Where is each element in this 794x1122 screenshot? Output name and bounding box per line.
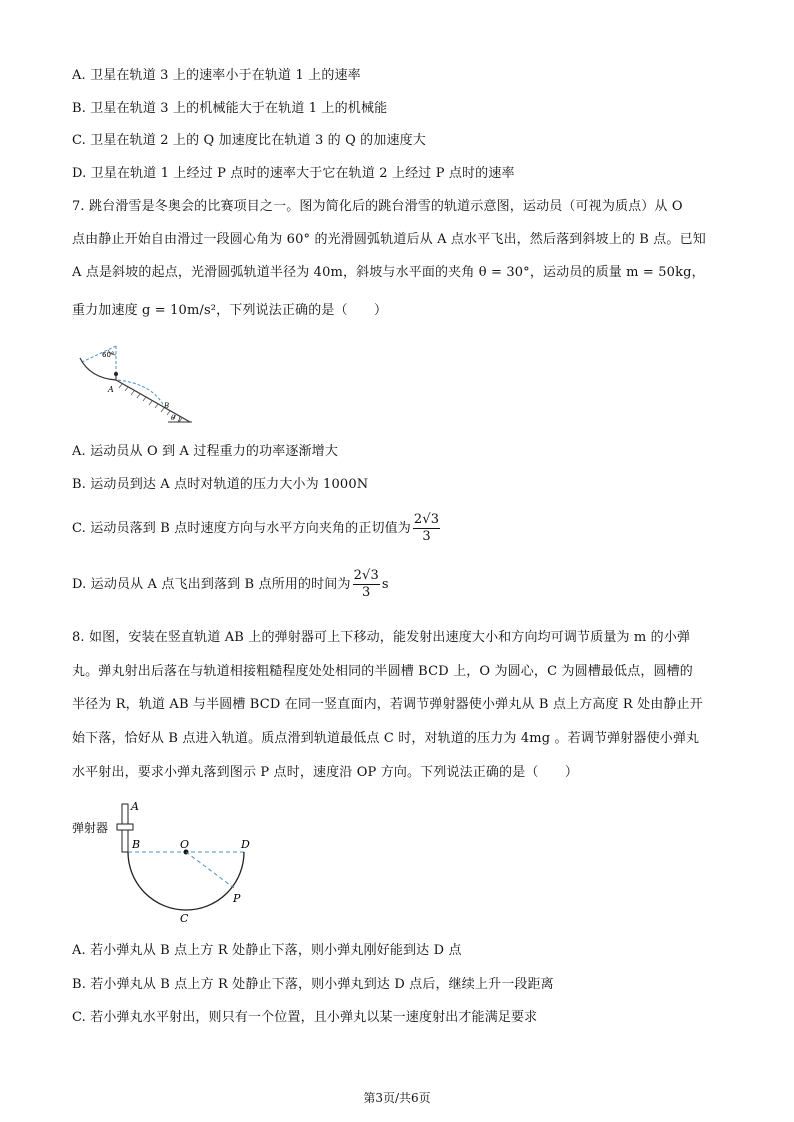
line-op bbox=[186, 852, 234, 888]
q6-option-c: C. 卫星在轨道 2 上的 Q 加速度比在轨道 3 的 Q 的加速度大 bbox=[72, 133, 426, 148]
q6-option-b: B. 卫星在轨道 3 上的机械能大于在轨道 1 上的机械能 bbox=[72, 101, 388, 116]
q7-option-c-text: C. 运动员落到 B 点时速度方向与水平方向夹角的正切值为 bbox=[72, 521, 411, 536]
q7-option-d-text: D. 运动员从 A 点飞出到落到 B 点所用的时间为 bbox=[72, 577, 351, 592]
q8-stem-line3: 半径为 R，轨道 AB 与半圆槽 BCD 在同一竖直面内，若调节弹射器使小弹丸从 B 点上方高度 R 处由静止开 bbox=[72, 697, 703, 712]
q7-option-c bbox=[72, 512, 442, 546]
q6-option-a: A. 卫星在轨道 3 上的速率小于在轨道 1 上的速率 bbox=[72, 68, 361, 83]
launcher-figure bbox=[72, 798, 262, 926]
q7-stem-line2: 点由静止开始自由滑过一段圆心角为 60° 的光滑圆弧轨道后从 A 点水平飞出，然后落到斜坡上的 B 点。已知 bbox=[72, 232, 706, 247]
launcher-label: 弹射器 bbox=[72, 821, 109, 835]
q8-stem-line4: 始下落，恰好从 B 点进入轨道。质点滑到轨道最低点 C 时，对轨道的压力为 4mg 。若调节弹射器使小弹丸 bbox=[72, 731, 700, 746]
point-o-label: O bbox=[180, 838, 190, 851]
launcher-block bbox=[117, 824, 133, 830]
point-p-label: P bbox=[233, 892, 241, 905]
fraction-denominator: 3 bbox=[422, 529, 431, 544]
fraction-numerator: 2√3 bbox=[413, 512, 440, 527]
skier-icon bbox=[114, 372, 118, 376]
trajectory-curve bbox=[118, 380, 164, 406]
q6-option-d: D. 卫星在轨道 1 上经过 P 点时的速率大于它在轨道 2 上经过 P 点时的速率 bbox=[72, 166, 515, 181]
q8-option-a: A. 若小弹丸从 B 点上方 R 处静止下落，则小弹丸刚好能到达 D 点 bbox=[72, 943, 462, 958]
q7-option-d bbox=[72, 568, 389, 602]
point-b-label: B bbox=[164, 402, 170, 410]
q7-stem-line1: 7. 跳台滑雪是冬奥会的比赛项目之一。图为简化后的跳台滑雪的轨道示意图，运动员（可视为质点）从 O bbox=[72, 199, 683, 214]
ski-jump-figure bbox=[72, 340, 197, 430]
point-c-label: C bbox=[180, 912, 189, 925]
q8-option-b: B. 若小弹丸从 B 点上方 R 处静止下落，则小弹丸到达 D 点后，继续上升一段距离 bbox=[72, 977, 554, 992]
q8-option-c: C. 若小弹丸水平射出，则只有一个位置，且小弹丸以某一速度射出才能满足要求 bbox=[72, 1010, 538, 1025]
fraction-denominator: 3 bbox=[362, 585, 371, 600]
point-d-label: D bbox=[241, 838, 250, 851]
angle-label: 60° bbox=[102, 351, 115, 359]
q7-stem-line3: A 点是斜坡的起点，光滑圆弧轨道半径为 40m，斜坡与水平面的夹角 θ = 30°，运动员的质量 m = 50kg， bbox=[72, 265, 705, 280]
theta-label: θ bbox=[171, 414, 176, 422]
q7-option-d-unit: s bbox=[381, 577, 389, 592]
point-b-label: B bbox=[132, 838, 141, 851]
circular-track bbox=[80, 358, 116, 380]
q8-stem-line5: 水平射出，要求小弹丸落到图示 P 点时，速度沿 OP 方向。下列说法正确的是（ ） bbox=[72, 765, 578, 780]
q7-option-c-fraction bbox=[413, 512, 440, 545]
fraction-numerator: 2√3 bbox=[353, 568, 379, 583]
q7-option-d-fraction bbox=[353, 568, 380, 601]
q8-stem-line1: 8. 如图，安装在竖直轨道 AB 上的弹射器可上下移动，能发射出速度大小和方向均可调节质量为 m 的小弹 bbox=[72, 630, 691, 645]
semicircle-bcd bbox=[128, 852, 244, 910]
q7-option-b: B. 运动员到达 A 点时对轨道的压力大小为 1000N bbox=[72, 477, 369, 492]
slope-line bbox=[116, 380, 190, 422]
q7-option-a: A. 运动员从 O 到 A 过程重力的功率逐渐增大 bbox=[72, 444, 338, 459]
page-number: 第3页/共6页 bbox=[363, 1091, 431, 1105]
q8-stem-line2: 丸。弹丸射出后落在与轨道相接粗糙程度处处相同的半圆槽 BCD 上，O 为圆心，C 为圆槽最低点，圆槽的 bbox=[72, 664, 693, 679]
point-a-label: A bbox=[131, 800, 139, 813]
point-a-label: A bbox=[108, 385, 114, 394]
q7-stem-line4: 重力加速度 g = 10m/s²，下列说法正确的是（ ） bbox=[72, 303, 388, 318]
